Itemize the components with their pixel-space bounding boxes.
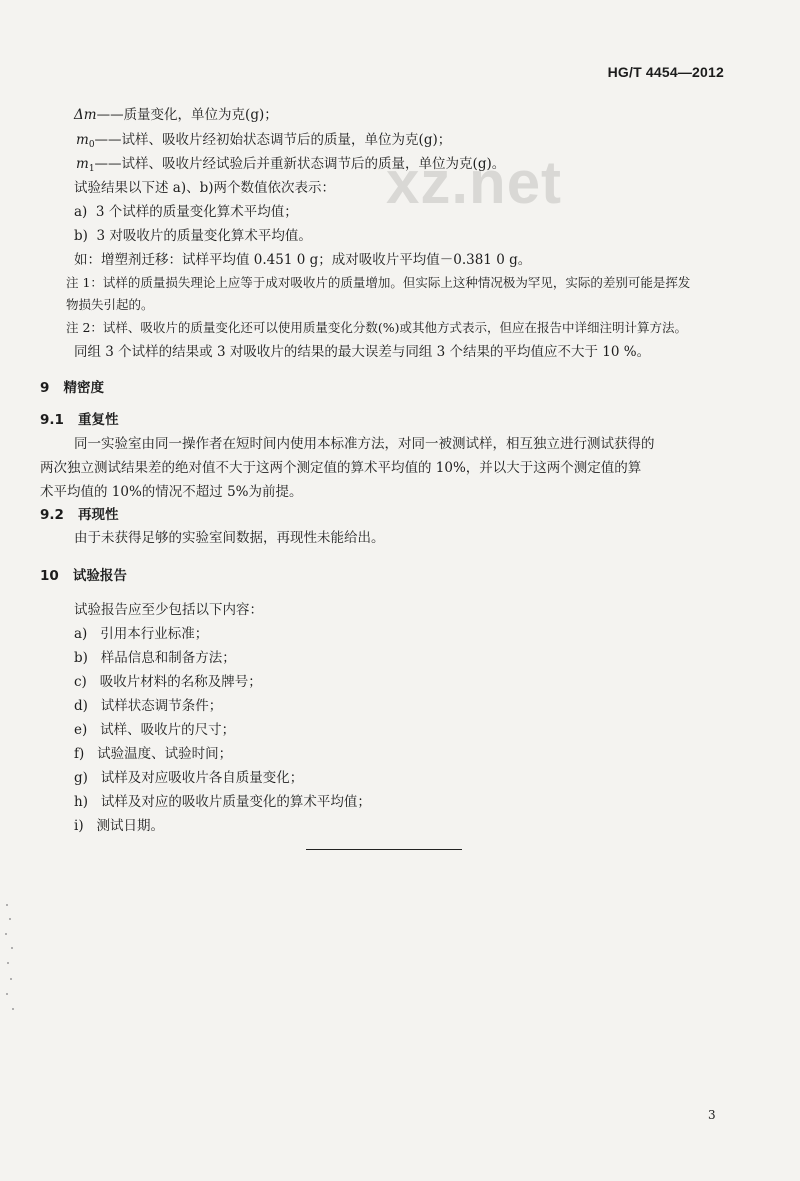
section-title: 试验报告 (72, 568, 127, 584)
symbol: m (76, 132, 89, 148)
page-number: 3 (708, 1108, 716, 1122)
definition-m0 (76, 128, 451, 150)
list-marker: a) (74, 204, 88, 220)
report-item-i (74, 814, 164, 834)
list-item-text: 试验温度、试验时间； (97, 746, 233, 762)
list-marker: d) (74, 698, 88, 714)
report-item-h (74, 790, 371, 810)
symbol-subscript: 1 (88, 164, 95, 174)
list-marker: f) (74, 746, 85, 762)
list-marker: a) (74, 626, 88, 642)
list-item-text: 试样、吸收片的尺寸； (100, 722, 236, 738)
section-9-2-heading (40, 503, 119, 523)
definition-delta-m (74, 103, 278, 123)
section-title: 再现性 (78, 507, 119, 523)
symbol-subscript: 0 (88, 140, 95, 150)
reproducibility-text: 由于未获得足够的实验室间数据，再现性未能给出。 (74, 530, 385, 546)
repeatability-line-3: 术平均值的 10%的情况不超过 5%为前提。 (40, 484, 303, 500)
section-number: 10 (40, 568, 59, 584)
standard-code: HG/T 4454—2012 (607, 64, 724, 80)
report-item-c (74, 670, 262, 690)
list-marker: i) (74, 818, 84, 834)
list-item-text: 试样及对应吸收片各自质量变化； (100, 770, 304, 786)
definition-text: ——试样、吸收片经初始状态调节后的质量，单位为克(g)； (94, 132, 452, 148)
section-number: 9 (40, 380, 50, 396)
report-item-d (74, 694, 222, 714)
list-item-text: 3 个试样的质量变化算术平均值； (95, 204, 298, 220)
symbol: Δm (74, 107, 97, 123)
list-item-text: 3 对吸收片的质量变化算术平均值。 (96, 228, 312, 244)
list-marker: e) (74, 722, 88, 738)
results-item-a (74, 200, 298, 220)
list-item-text: 引用本行业标准； (100, 626, 209, 642)
list-item-text: 吸收片材料的名称及牌号； (99, 674, 262, 690)
repeatability-line-1: 同一实验室由同一操作者在短时间内使用本标准方法，对同一被测试样，相互独立进行测试获得的 (74, 436, 655, 452)
list-marker: b) (74, 650, 88, 666)
note-1-line-2: 物损失引起的。 (66, 297, 154, 312)
symbol: m (76, 156, 89, 172)
list-marker: c) (74, 674, 87, 690)
section-title: 精密度 (63, 380, 105, 396)
report-intro: 试验报告应至少包括以下内容： (74, 602, 263, 618)
list-item-text: 试样状态调节条件； (100, 698, 223, 714)
section-number: 9.2 (40, 507, 64, 523)
definition-text: ——质量变化，单位为克(g)； (96, 107, 278, 123)
watermark: xz.net (386, 149, 563, 216)
error-rule: 同组 3 个试样的结果或 3 对吸收片的结果的最大误差与同组 3 个结果的平均值应不大于 10 %。 (74, 344, 651, 360)
definition-m1 (76, 152, 505, 174)
scan-specks (2, 900, 16, 1020)
report-item-g (74, 766, 303, 786)
list-marker: g) (74, 770, 88, 786)
report-item-a (74, 622, 208, 642)
section-9-1-heading (40, 408, 119, 428)
repeatability-line-2: 两次独立测试结果差的绝对值不大于这两个测定值的算术平均值的 10%，并以大于这两个测定值的算 (40, 460, 642, 476)
note-1-line-1: 注 1：试样的质量损失理论上应等于成对吸收片的质量增加。但实际上这种情况极为罕见，实际的差别可能是挥发 (66, 275, 691, 290)
definition-text: ——试样、吸收片经试验后并重新状态调节后的质量，单位为克(g)。 (94, 156, 506, 172)
report-item-e (74, 718, 235, 738)
results-intro: 试验结果以下述 a)、b)两个数值依次表示： (74, 180, 336, 196)
report-item-b (74, 646, 236, 666)
section-title: 重复性 (78, 412, 119, 428)
section-10-heading (40, 564, 127, 584)
section-9-heading (40, 376, 104, 396)
end-rule (306, 849, 462, 850)
note-2: 注 2：试样、吸收片的质量变化还可以使用质量变化分数(%)或其他方式表示，但应在报告中详细注明计算方法。 (66, 320, 688, 335)
report-item-f (74, 742, 232, 762)
list-item-text: 试样及对应的吸收片质量变化的算术平均值； (100, 794, 371, 810)
list-marker: b) (74, 228, 88, 244)
list-item-text: 测试日期。 (96, 818, 164, 834)
results-item-b (74, 224, 312, 244)
list-marker: h) (74, 794, 88, 810)
results-example: 如：增塑剂迁移：试样平均值 0.451 0 g；成对吸收片平均值－0.381 0 g。 (74, 252, 532, 268)
section-number: 9.1 (40, 412, 64, 428)
list-item-text: 样品信息和制备方法； (100, 650, 236, 666)
